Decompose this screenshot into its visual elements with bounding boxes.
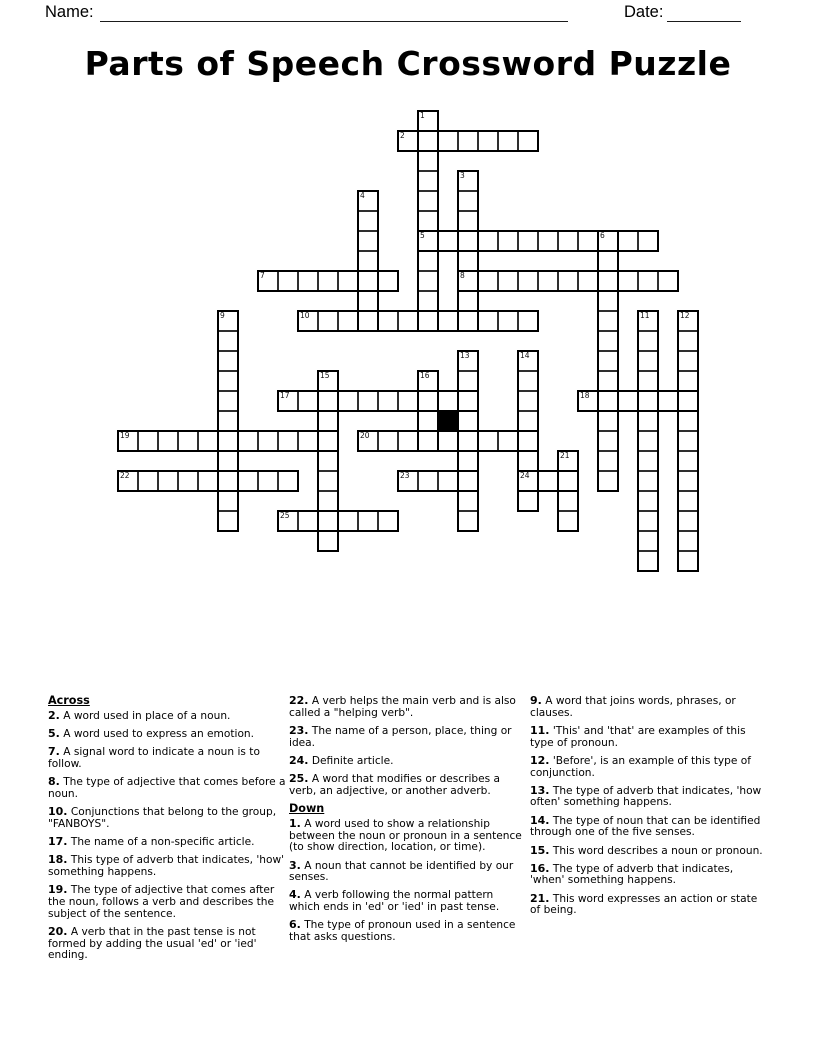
crossword-cell[interactable] — [358, 271, 378, 291]
crossword-cell[interactable] — [678, 451, 698, 471]
clue-across-5: 5. A word used to express an emotion. — [48, 727, 255, 741]
clue-number: 2. — [48, 709, 60, 722]
clue-number: 24. — [289, 753, 309, 767]
crossword-cell[interactable] — [318, 451, 338, 471]
crossword-cell[interactable] — [618, 231, 638, 251]
crossword-cell[interactable] — [418, 131, 438, 151]
crossword-cell[interactable] — [518, 271, 538, 291]
crossword-cell[interactable] — [318, 271, 338, 291]
crossword-cell[interactable] — [598, 271, 618, 291]
crossword-cell[interactable] — [338, 311, 358, 331]
crossword-cell[interactable] — [138, 431, 158, 451]
cell-number-24: 24 — [520, 471, 530, 480]
crossword-cell[interactable] — [458, 251, 478, 271]
crossword-cell[interactable] — [298, 391, 318, 411]
crossword-cell[interactable] — [358, 211, 378, 231]
clue-down-21: 21. This word expresses an action or state of being. — [530, 891, 758, 917]
crossword-cell[interactable] — [598, 451, 618, 471]
cell-number-12: 12 — [680, 311, 690, 320]
crossword-cell[interactable] — [378, 511, 398, 531]
crossword-cell[interactable] — [458, 271, 478, 291]
crossword-cell[interactable] — [458, 391, 478, 411]
crossword-cell[interactable] — [378, 311, 398, 331]
cell-number-13: 13 — [460, 351, 470, 360]
crossword-cell[interactable] — [598, 431, 618, 451]
crossword-cell[interactable] — [678, 551, 698, 571]
crossword-cell[interactable] — [358, 391, 378, 411]
crossword-cell[interactable] — [638, 411, 658, 431]
crossword-cell[interactable] — [378, 271, 398, 291]
crossword-cell[interactable] — [358, 231, 378, 251]
crossword-cell[interactable] — [398, 311, 418, 331]
clue-number: 20. — [48, 924, 68, 938]
crossword-cell[interactable] — [298, 271, 318, 291]
crossword-cell[interactable] — [318, 371, 338, 391]
crossword-cell[interactable] — [478, 431, 498, 451]
crossword-cell[interactable] — [218, 391, 238, 411]
crossword-cell[interactable] — [378, 431, 398, 451]
crossword-cell[interactable] — [458, 491, 478, 511]
clue-down-3: 3. A noun that cannot be identified by our senses. — [289, 858, 514, 884]
crossword-cell[interactable] — [638, 391, 658, 411]
crossword-cell[interactable] — [418, 411, 438, 431]
crossword-cell[interactable] — [558, 451, 578, 471]
crossword-cell[interactable] — [638, 471, 658, 491]
crossword-cell[interactable] — [298, 311, 318, 331]
crossword-cell[interactable] — [258, 271, 278, 291]
clue-number: 23. — [289, 723, 309, 737]
crossword-cell[interactable] — [678, 371, 698, 391]
crossword-cell[interactable] — [418, 191, 438, 211]
clue-down-1: 1. A word used to show a relationship between the noun or pronoun in a sentence (to show direction, location, or time). — [289, 816, 522, 854]
crossword-cell[interactable] — [318, 391, 338, 411]
crossword-cell[interactable] — [598, 391, 618, 411]
cell-number-15: 15 — [320, 371, 330, 380]
crossword-cell[interactable] — [458, 351, 478, 371]
cell-number-18: 18 — [580, 391, 590, 400]
crossword-cell[interactable] — [458, 511, 478, 531]
crossword-cell[interactable] — [358, 311, 378, 331]
date-fill-line — [667, 3, 741, 22]
crossword-cell[interactable] — [598, 311, 618, 331]
crossword-cell[interactable] — [638, 311, 658, 331]
crossword-cell[interactable] — [318, 511, 338, 531]
crossword-cell[interactable] — [558, 511, 578, 531]
crossword-cell[interactable] — [558, 471, 578, 491]
crossword-cell[interactable] — [178, 431, 198, 451]
crossword-cell[interactable] — [458, 371, 478, 391]
cell-number-11: 11 — [640, 311, 650, 320]
crossword-cell[interactable] — [518, 451, 538, 471]
crossword-cell[interactable] — [678, 351, 698, 371]
crossword-cell[interactable] — [658, 391, 678, 411]
crossword-cell[interactable] — [638, 371, 658, 391]
crossword-cell[interactable] — [218, 351, 238, 371]
crossword-cell[interactable] — [578, 391, 598, 411]
crossword-cell[interactable] — [678, 511, 698, 531]
crossword-cell[interactable] — [498, 231, 518, 251]
crossword-cell[interactable] — [538, 231, 558, 251]
crossword-cell[interactable] — [638, 271, 658, 291]
crossword-cell[interactable] — [598, 251, 618, 271]
crossword-cell[interactable] — [558, 271, 578, 291]
crossword-grid — [118, 111, 700, 573]
crossword-cell[interactable] — [658, 271, 678, 291]
crossword-cell[interactable] — [158, 471, 178, 491]
crossword-cell[interactable] — [458, 231, 478, 251]
clue-across-23: 23. The name of a person, place, thing or idea. — [289, 723, 512, 749]
clue-number: 15. — [530, 843, 550, 857]
crossword-cell[interactable] — [478, 311, 498, 331]
crossword-cell[interactable] — [678, 391, 698, 411]
crossword-cell[interactable] — [638, 431, 658, 451]
crossword-cell[interactable] — [598, 371, 618, 391]
crossword-cell[interactable] — [458, 431, 478, 451]
crossword-cell[interactable] — [358, 191, 378, 211]
crossword-cell[interactable] — [418, 231, 438, 251]
clue-number: 16. — [530, 861, 550, 875]
clue-number: 17. — [48, 835, 68, 849]
crossword-cell[interactable] — [318, 531, 338, 551]
clue-across-17: 17. The name of a non-specific article. — [48, 835, 255, 849]
clue-number: 18. — [48, 853, 68, 867]
crossword-cell[interactable] — [278, 391, 298, 411]
name-label: Name: — [45, 3, 94, 21]
cell-number-2: 2 — [400, 131, 405, 140]
crossword-cell[interactable] — [418, 111, 438, 131]
crossword-cell[interactable] — [258, 471, 278, 491]
crossword-cell[interactable] — [598, 411, 618, 431]
crossword-cell[interactable] — [458, 291, 478, 311]
crossword-cell[interactable] — [678, 431, 698, 451]
crossword-cell[interactable] — [338, 271, 358, 291]
clue-across-24: 24. Definite article. — [289, 753, 394, 767]
crossword-cell[interactable] — [178, 471, 198, 491]
clue-number: 1. — [289, 816, 301, 830]
crossword-cell[interactable] — [618, 271, 638, 291]
crossword-cell[interactable] — [278, 271, 298, 291]
crossword-cell[interactable] — [238, 471, 258, 491]
crossword-cell[interactable] — [238, 431, 258, 451]
crossword-cell[interactable] — [498, 271, 518, 291]
crossword-cell[interactable] — [578, 271, 598, 291]
crossword-cell[interactable] — [358, 511, 378, 531]
crossword-cell[interactable] — [318, 471, 338, 491]
name-fill-line — [100, 3, 568, 22]
clue-column-3 — [530, 695, 768, 923]
crossword-cell[interactable] — [198, 431, 218, 451]
crossword-cell[interactable] — [578, 231, 598, 251]
crossword-cell[interactable] — [398, 431, 418, 451]
cell-number-17: 17 — [280, 391, 290, 400]
crossword-cell[interactable] — [678, 471, 698, 491]
crossword-cell[interactable] — [518, 311, 538, 331]
date-label: Date: — [624, 3, 664, 21]
clue-across-25: 25. A word that modifies or describes a verb, an adjective, or another adverb. — [289, 772, 501, 797]
crossword-cell[interactable] — [458, 311, 478, 331]
crossword-cell[interactable] — [298, 511, 318, 531]
crossword-cell[interactable] — [138, 471, 158, 491]
cell-number-25: 25 — [280, 511, 290, 520]
crossword-cell[interactable] — [378, 391, 398, 411]
cell-number-21: 21 — [560, 451, 570, 460]
crossword-cell[interactable] — [218, 311, 238, 331]
crossword-cell[interactable] — [218, 411, 238, 431]
clue-down-13: 13. The type of adverb that indicates, 'how often' something happens. — [530, 783, 762, 809]
clue-number: 13. — [530, 783, 550, 797]
clue-across-19: 19. The type of adjective that comes after the noun, follows a verb and describes the subject of the sentence. — [48, 883, 275, 920]
clue-number: 14. — [530, 813, 550, 827]
crossword-cell[interactable] — [518, 131, 538, 151]
crossword-cell[interactable] — [438, 391, 458, 411]
crossword-cell[interactable] — [638, 551, 658, 571]
crossword-cell[interactable] — [118, 431, 138, 451]
crossword-cell[interactable] — [538, 271, 558, 291]
across-clues-heading: Across — [48, 694, 90, 707]
crossword-cell[interactable] — [638, 331, 658, 351]
crossword-cell[interactable] — [678, 331, 698, 351]
crossword-cell[interactable] — [418, 171, 438, 191]
crossword-cell[interactable] — [618, 391, 638, 411]
clue-number: 19. — [48, 883, 68, 897]
crossword-cell[interactable] — [438, 311, 458, 331]
crossword-cell[interactable] — [678, 531, 698, 551]
crossword-cell[interactable] — [678, 311, 698, 331]
cell-number-23: 23 — [400, 471, 410, 480]
cell-number-6: 6 — [600, 231, 605, 240]
clue-column-1 — [48, 695, 286, 967]
crossword-cell[interactable] — [458, 471, 478, 491]
clue-down-12: 12. 'Before', is an example of this type of conjunction. — [530, 753, 751, 779]
crossword-cell[interactable] — [418, 391, 438, 411]
cell-number-19: 19 — [120, 431, 130, 440]
cell-number-4: 4 — [360, 191, 365, 200]
down-clues-heading: Down — [289, 801, 325, 815]
clue-across-20: 20. A verb that in the past tense is not formed by adding the usual 'ed' or 'ied' ending. — [48, 924, 257, 962]
crossword-cell[interactable] — [278, 511, 298, 531]
clue-number: 25. — [289, 772, 309, 786]
cell-number-9: 9 — [220, 311, 225, 320]
clue-number: 6. — [289, 918, 301, 932]
crossword-cell[interactable] — [638, 231, 658, 251]
crossword-cell[interactable] — [518, 471, 538, 491]
crossword-cell[interactable] — [418, 271, 438, 291]
cell-number-5: 5 — [420, 231, 425, 240]
crossword-cell[interactable] — [498, 431, 518, 451]
clue-across-10: 10. Conjunctions that belong to the group, "FANBOYS". — [48, 805, 277, 830]
crossword-cell[interactable] — [518, 231, 538, 251]
crossword-cell[interactable] — [318, 491, 338, 511]
cell-number-7: 7 — [260, 271, 265, 280]
cell-number-8: 8 — [460, 271, 465, 280]
crossword-cell[interactable] — [518, 431, 538, 451]
crossword-cell[interactable] — [398, 471, 418, 491]
clue-down-14: 14. The type of noun that can be identified through one of the five senses. — [530, 813, 761, 839]
crossword-cell[interactable] — [418, 471, 438, 491]
clue-number: 21. — [530, 891, 550, 905]
crossword-cell[interactable] — [638, 511, 658, 531]
cell-number-3: 3 — [460, 171, 465, 180]
crossword-cell[interactable] — [358, 431, 378, 451]
clue-column-2 — [289, 695, 527, 949]
crossword-cell[interactable] — [218, 511, 238, 531]
clue-across-22: 22. A verb helps the main verb and is also called a "helping verb". — [289, 694, 516, 719]
crossword-cell[interactable] — [598, 471, 618, 491]
crossword-cell[interactable] — [418, 291, 438, 311]
clue-number: 5. — [48, 727, 60, 741]
crossword-cell[interactable] — [438, 231, 458, 251]
black-cell — [437, 410, 459, 432]
crossword-cell[interactable] — [258, 431, 278, 451]
cell-number-16: 16 — [420, 371, 430, 380]
clue-down-15: 15. This word describes a noun or pronoun. — [530, 843, 763, 857]
crossword-cell[interactable] — [418, 251, 438, 271]
clue-down-11: 11. 'This' and 'that' are examples of this type of pronoun. — [530, 723, 746, 749]
crossword-cell[interactable] — [478, 271, 498, 291]
crossword-cell[interactable] — [518, 391, 538, 411]
crossword-cell[interactable] — [598, 331, 618, 351]
crossword-cell[interactable] — [318, 311, 338, 331]
crossword-cell[interactable] — [218, 471, 238, 491]
crossword-cell[interactable] — [218, 331, 238, 351]
crossword-cell[interactable] — [218, 371, 238, 391]
crossword-cell[interactable] — [398, 131, 418, 151]
crossword-cell[interactable] — [558, 231, 578, 251]
crossword-cell[interactable] — [358, 291, 378, 311]
crossword-cell[interactable] — [518, 411, 538, 431]
crossword-cell[interactable] — [438, 431, 458, 451]
crossword-cell[interactable] — [418, 371, 438, 391]
crossword-cell[interactable] — [638, 491, 658, 511]
crossword-cell[interactable] — [518, 491, 538, 511]
crossword-cell[interactable] — [478, 231, 498, 251]
crossword-cell[interactable] — [418, 211, 438, 231]
crossword-cell[interactable] — [318, 411, 338, 431]
crossword-cell[interactable] — [498, 311, 518, 331]
clue-across-18: 18. This type of adverb that indicates, 'how' something happens. — [48, 853, 285, 879]
crossword-cell[interactable] — [418, 151, 438, 171]
clue-number: 10. — [48, 805, 68, 819]
clue-down-6: 6. The type of pronoun used in a sentence that asks questions. — [289, 918, 516, 944]
clue-down-16: 16. The type of adverb that indicates, 'when' something happens. — [530, 861, 734, 887]
crossword-cell[interactable] — [458, 191, 478, 211]
clue-number: 11. — [530, 723, 550, 737]
crossword-cell[interactable] — [458, 211, 478, 231]
crossword-cell[interactable] — [218, 451, 238, 471]
crossword-cell[interactable] — [298, 431, 318, 451]
crossword-cell[interactable] — [438, 471, 458, 491]
crossword-cell[interactable] — [158, 431, 178, 451]
crossword-cell[interactable] — [218, 491, 238, 511]
page-title: Parts of Speech Crossword Puzzle — [84, 44, 732, 83]
crossword-cell[interactable] — [318, 431, 338, 451]
crossword-cell[interactable] — [278, 431, 298, 451]
crossword-cell[interactable] — [538, 471, 558, 491]
crossword-cell[interactable] — [218, 431, 238, 451]
crossword-cell[interactable] — [598, 291, 618, 311]
clue-across-7: 7. A signal word to indicate a noun is to follow. — [48, 745, 260, 771]
crossword-cell[interactable] — [638, 351, 658, 371]
clue-number: 7. — [48, 745, 60, 759]
cell-number-1: 1 — [420, 111, 425, 120]
cell-number-22: 22 — [120, 471, 130, 480]
crossword-cell[interactable] — [598, 231, 618, 251]
crossword-cell[interactable] — [458, 131, 478, 151]
crossword-cell[interactable] — [418, 311, 438, 331]
crossword-cell[interactable] — [638, 531, 658, 551]
crossword-cell[interactable] — [338, 391, 358, 411]
clue-down-9: 9. A word that joins words, phrases, or clauses. — [530, 694, 736, 719]
crossword-cell[interactable] — [398, 391, 418, 411]
crossword-cell[interactable] — [418, 431, 438, 451]
crossword-cell[interactable] — [598, 351, 618, 371]
crossword-cell[interactable] — [358, 251, 378, 271]
cell-number-10: 10 — [300, 311, 310, 320]
clue-across-8: 8. The type of adjective that comes before a noun. — [48, 775, 286, 801]
crossword-cell[interactable] — [498, 131, 518, 151]
clue-number: 8. — [48, 775, 60, 789]
clue-number: 4. — [289, 888, 301, 902]
cell-number-14: 14 — [520, 351, 530, 360]
crossword-cell[interactable] — [678, 411, 698, 431]
crossword-cell[interactable] — [638, 451, 658, 471]
crossword-cell[interactable] — [518, 371, 538, 391]
crossword-cell[interactable] — [278, 471, 298, 491]
clue-number: 22. — [289, 694, 309, 707]
crossword-cell[interactable] — [198, 471, 218, 491]
clue-number: 9. — [530, 694, 542, 707]
crossword-cell[interactable] — [558, 491, 578, 511]
crossword-cell[interactable] — [518, 351, 538, 371]
clue-down-4: 4. A verb following the normal pattern which ends in 'ed' or 'ied' in past tense. — [289, 888, 500, 914]
clue-number: 3. — [289, 858, 301, 872]
crossword-cell[interactable] — [458, 171, 478, 191]
clue-number: 12. — [530, 753, 550, 767]
crossword-cell[interactable] — [118, 471, 138, 491]
crossword-cell[interactable] — [478, 131, 498, 151]
cell-number-20: 20 — [360, 431, 370, 440]
crossword-cell[interactable] — [438, 131, 458, 151]
crossword-cell[interactable] — [458, 451, 478, 471]
crossword-cell[interactable] — [678, 491, 698, 511]
crossword-cell[interactable] — [338, 511, 358, 531]
clue-across-2: 2. A word used in place of a noun. — [48, 709, 231, 722]
crossword-cell[interactable] — [458, 411, 478, 431]
